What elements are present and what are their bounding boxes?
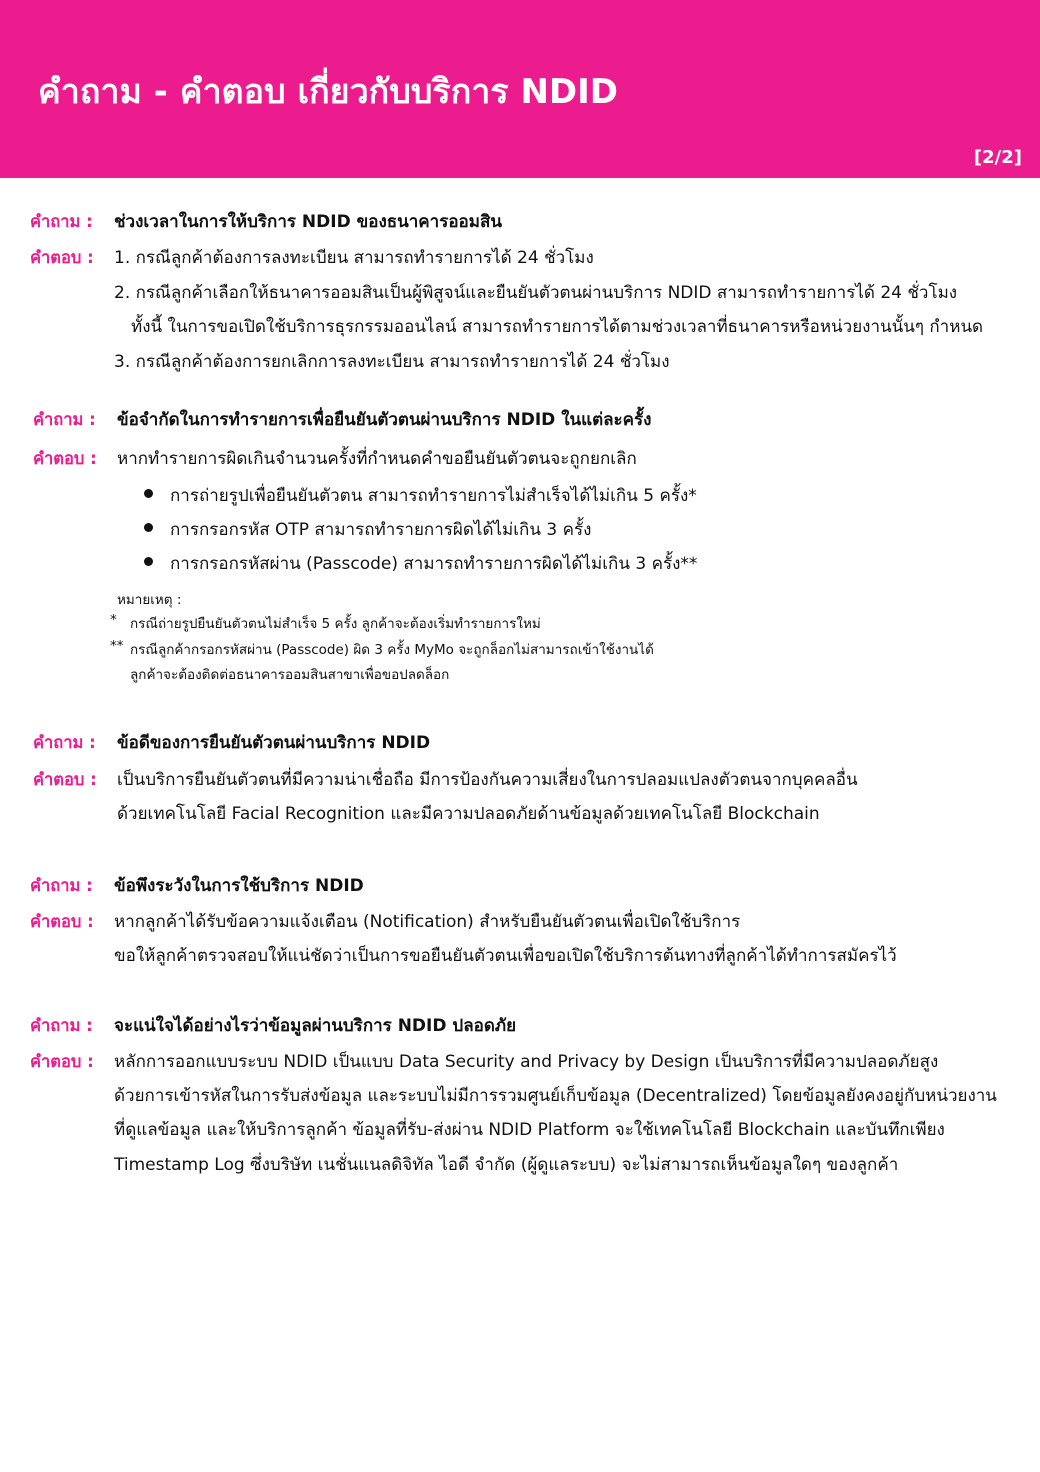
remarks-title: หมายเหตุ : bbox=[117, 592, 182, 608]
answer-line: 1. กรณีลูกค้าต้องการลงทะเบียน สามารถทำรายการได้ 24 ชั่วโมง bbox=[114, 248, 594, 268]
answer-label: คำตอบ : bbox=[33, 449, 97, 468]
answer-line: 2. กรณีลูกค้าเลือกให้ธนาคารออมสินเป็นผู้พิสูจน์และยืนยันตัวตนผ่านบริการ NDID สามารถทำรายการได้ 24 ชั่วโมง bbox=[114, 283, 958, 303]
answer-line: ด้วยเทคโนโลยี Facial Recognition และมีความปลอดภัยด้านข้อมูลด้วยเทคโนโลยี Blockchain bbox=[117, 804, 820, 824]
answer-line: เป็นบริการยืนยันตัวตนที่มีความน่าเชื่อถือ มีการป้องกันความเสี่ยงในการปลอมแปลงตัวตนจากบุคคลอื่น bbox=[117, 770, 858, 790]
remark-mark: * bbox=[110, 612, 117, 628]
remark-text: กรณีถ่ายรูปยืนยันตัวตนไม่สำเร็จ 5 ครั้ง ลูกค้าจะต้องเริ่มทำรายการใหม่ bbox=[130, 616, 541, 632]
question-text: ข้อพึงระวังในการใช้บริการ NDID bbox=[114, 876, 364, 896]
answer-label: คำตอบ : bbox=[33, 770, 97, 789]
answer-line: ที่ดูแลข้อมูล และให้บริการลูกค้า ข้อมูลที่รับ-ส่งผ่าน NDID Platform จะใช้เทคโนโลยี Blockchain และบันทึกเพียง bbox=[114, 1120, 945, 1140]
bullet-dot bbox=[144, 489, 153, 498]
answer-line: ทั้งนี้ ในการขอเปิดใช้บริการธุรกรรมออนไลน์ สามารถทำรายการได้ตามช่วงเวลาที่ธนาคารหรือหน่วยงานนั้นๆ กำหนด bbox=[131, 317, 984, 337]
bullet-dot bbox=[144, 523, 153, 532]
answer-label: คำตอบ : bbox=[30, 912, 94, 931]
answer-line: หากลูกค้าได้รับข้อความแจ้งเตือน (Notification) สำหรับยืนยันตัวตนเพื่อเปิดใช้บริการ bbox=[114, 912, 741, 932]
remark-text: กรณีลูกค้ากรอกรหัสผ่าน (Passcode) ผิด 3 ครั้ง MyMo จะถูกล็อกไม่สามารถเข้าใช้งานได้ bbox=[130, 642, 654, 658]
question-label: คำถาม : bbox=[30, 876, 93, 895]
question-label: คำถาม : bbox=[30, 1016, 93, 1035]
page-title: คำถาม - คำตอบ เกี่ยวกับบริการ NDID bbox=[38, 72, 619, 112]
answer-line: หลักการออกแบบระบบ NDID เป็นแบบ Data Security and Privacy by Design เป็นบริการที่มีความปลอดภัยสูง bbox=[114, 1052, 939, 1072]
bullet-item: การกรอกรหัส OTP สามารถทำรายการผิดได้ไม่เกิน 3 ครั้ง bbox=[170, 520, 592, 540]
header-banner bbox=[0, 0, 1040, 178]
answer-intro: หากทำรายการผิดเกินจำนวนครั้งที่กำหนดคำขอยืนยันตัวตนจะถูกยกเลิก bbox=[117, 449, 637, 469]
page-indicator: [2/2] bbox=[973, 147, 1022, 168]
bullet-item: การกรอกรหัสผ่าน (Passcode) สามารถทำรายการผิดได้ไม่เกิน 3 ครั้ง** bbox=[170, 554, 698, 574]
answer-line: Timestamp Log ซึ่งบริษัท เนชั่นแนลดิจิทัล ไอดี จำกัด (ผู้ดูแลระบบ) จะไม่สามารถเห็นข้อมูลใดๆ ของลูกค้า bbox=[114, 1155, 899, 1175]
bullet-item: การถ่ายรูปเพื่อยืนยันตัวตน สามารถทำรายการไม่สำเร็จได้ไม่เกิน 5 ครั้ง* bbox=[170, 486, 697, 506]
remark-text: ลูกค้าจะต้องติดต่อธนาคารออมสินสาขาเพื่อขอปลดล็อก bbox=[130, 667, 450, 683]
remark-mark: ** bbox=[110, 638, 124, 654]
answer-line: 3. กรณีลูกค้าต้องการยกเลิกการลงทะเบียน สามารถทำรายการได้ 24 ชั่วโมง bbox=[114, 352, 670, 372]
question-text: จะแน่ใจได้อย่างไรว่าข้อมูลผ่านบริการ NDID ปลอดภัย bbox=[114, 1016, 517, 1036]
answer-line: ด้วยการเข้ารหัสในการรับส่งข้อมูล และระบบไม่มีการรวมศูนย์เก็บข้อมูล (Decentralized) โดยข้อมูลยังคงอยู่กับหน่วยงาน bbox=[114, 1086, 997, 1106]
bullet-dot bbox=[144, 557, 153, 566]
question-label: คำถาม : bbox=[30, 212, 93, 231]
question-label: คำถาม : bbox=[33, 410, 96, 429]
answer-line: ขอให้ลูกค้าตรวจสอบให้แน่ชัดว่าเป็นการขอยืนยันตัวตนเพื่อขอเปิดใช้บริการต้นทางที่ลูกค้าได้ทำการสมัครไว้ bbox=[114, 946, 897, 966]
question-text: ข้อจำกัดในการทำรายการเพื่อยืนยันตัวตนผ่านบริการ NDID ในแต่ละครั้ง bbox=[117, 410, 652, 430]
answer-label: คำตอบ : bbox=[30, 1052, 94, 1071]
question-label: คำถาม : bbox=[33, 733, 96, 752]
question-text: ข้อดีของการยืนยันตัวตนผ่านบริการ NDID bbox=[117, 733, 431, 753]
answer-label: คำตอบ : bbox=[30, 248, 94, 267]
question-text: ช่วงเวลาในการให้บริการ NDID ของธนาคารออมสิน bbox=[114, 212, 502, 232]
